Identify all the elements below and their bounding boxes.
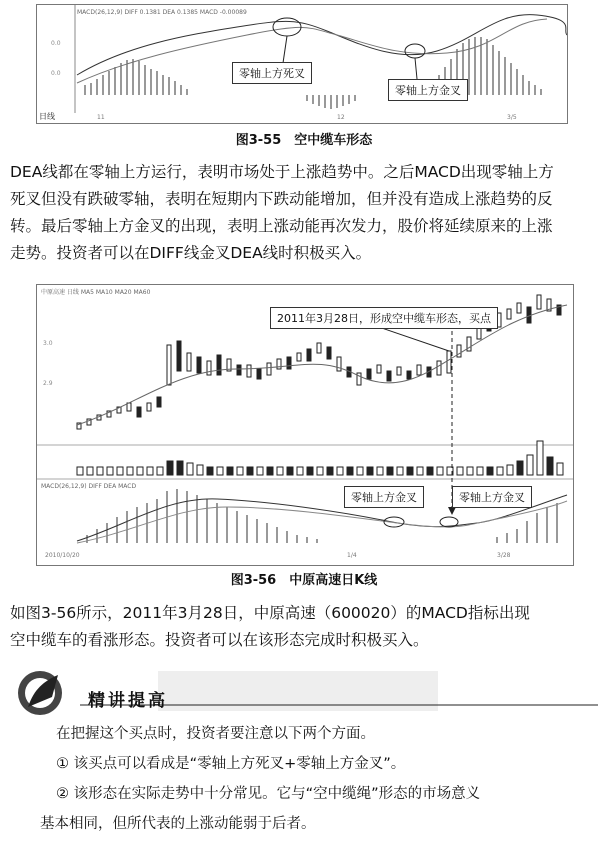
tip-item-1: ① 该买点可以看成是“零轴上方死叉+零轴上方金叉”。 — [56, 756, 406, 772]
callout-zero-axis-cross-left: 零轴上方金叉 — [344, 486, 424, 508]
paragraph-example: 如图3-56所示，2011年3月28日，中原高速（600020）的MACD指标出现 空中缆车的看涨形态。投资者可以在该形态完成时积极买入。 — [10, 604, 530, 649]
section-title: 精讲提高 — [88, 691, 168, 711]
svg-text:11: 11 — [97, 114, 105, 121]
figure-3-56-caption: 图3-56 中原高速日K线 — [230, 573, 378, 588]
date-label: 日线 — [39, 112, 55, 121]
svg-text:MACD(26,12,9) DIFF DEA MACD: MACD(26,12,9) DIFF DEA MACD — [41, 483, 137, 490]
callout-zero-axis-death-cross: 零轴上方死叉 — [232, 62, 312, 84]
callout-zero-axis-golden-cross: 零轴上方金叉 — [388, 79, 468, 101]
figure-3-55-caption: 图3-55 空中缆车形态 — [235, 133, 373, 148]
svg-text:2010/10/20: 2010/10/20 — [45, 552, 80, 559]
callout-buy-point: 2011年3月28日，形成空中缆车形态，买点 — [270, 307, 498, 329]
svg-text:2.9: 2.9 — [43, 380, 53, 387]
svg-text:MACD(26,12,9) DIFF 0.1381 DEA: MACD(26,12,9) DIFF 0.1381 DEA 0.1385 MACD -0.00089 — [77, 9, 247, 16]
svg-text:0.0: 0.0 — [51, 70, 61, 77]
tip-item-2-continued: 基本相同，但所代表的上涨动能弱于后者。 — [40, 816, 316, 832]
paragraph-macd-explanation: DEA线都在零轴上方运行，表明市场处于上涨趋势中。之后MACD出现零轴上方 死叉但没有跌破零轴，表明在短期内下跌动能增加，但并没有造成上涨趋势的反 转。最后零轴上方金叉的出现，表明上涨动能再次发力，股价将延续原来的上涨 走势。投资者可以在DIFF线金叉DEA线时积极买入。 — [10, 163, 554, 262]
callout-zero-axis-golden-cross: 零轴上方金叉 — [452, 486, 532, 508]
svg-text:12: 12 — [337, 114, 345, 121]
svg-text:中原高速 日线 MA5 MA10 MA20 MA60: 中原高速 日线 MA5 MA10 MA20 MA60 — [41, 289, 151, 296]
svg-text:1/4: 1/4 — [347, 552, 357, 559]
svg-text:3/5: 3/5 — [507, 114, 517, 121]
svg-text:3.0: 3.0 — [43, 340, 53, 347]
tips-intro: 在把握这个买点时，投资者要注意以下两个方面。 — [56, 726, 375, 742]
svg-text:0.0: 0.0 — [51, 40, 61, 47]
svg-text:3/28: 3/28 — [497, 552, 511, 559]
tip-item-2: ② 该形态在实际走势中十分常见。它与“空中缆绳”形态的市场意义 — [56, 786, 481, 802]
